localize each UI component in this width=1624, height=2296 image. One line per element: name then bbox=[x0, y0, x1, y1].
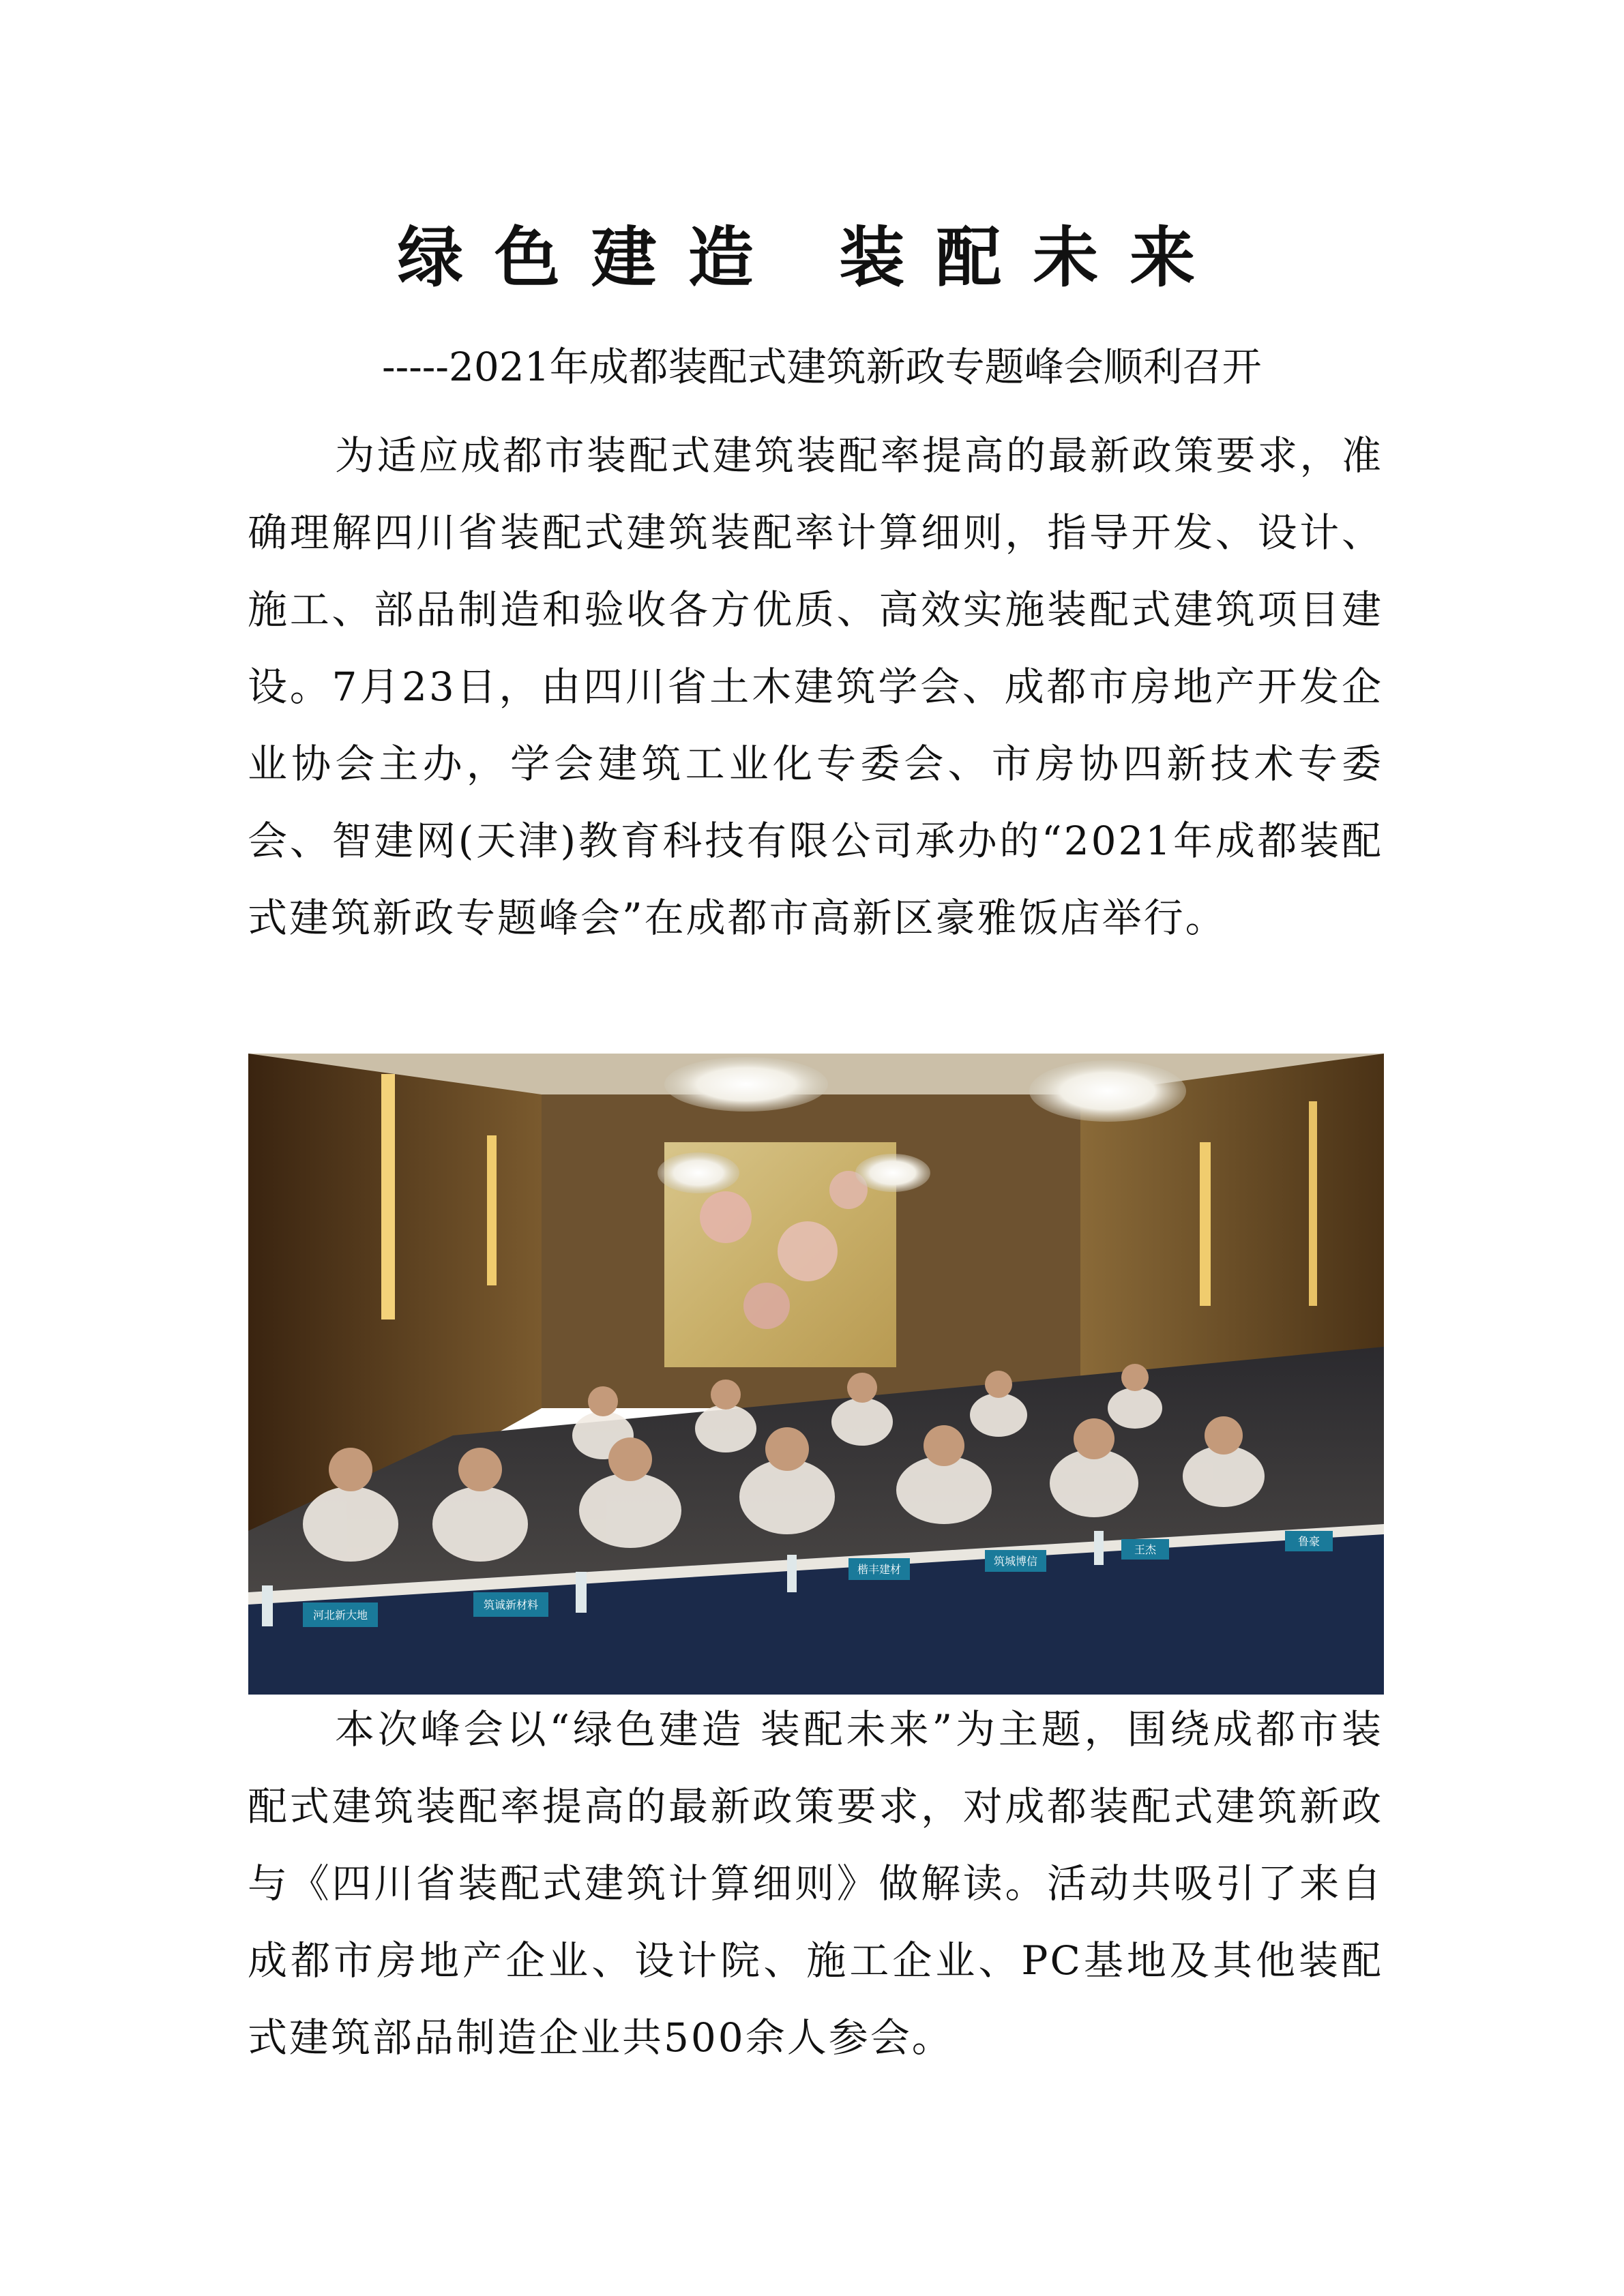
article-title: 绿色建造 装配未来 bbox=[397, 219, 1227, 296]
name-card-2: 筑诚新材料 bbox=[483, 1598, 539, 1611]
name-card-4: 筑城博信 bbox=[993, 1555, 1038, 1568]
name-card-3: 楷丰建材 bbox=[857, 1563, 902, 1576]
article-subtitle: -----2021年成都装配式建筑新政专题峰会顺利召开 bbox=[382, 344, 1262, 390]
name-card-6: 鲁豪 bbox=[1297, 1535, 1320, 1548]
conference-photo bbox=[248, 1054, 1384, 1695]
name-card-1: 河北新大地 bbox=[312, 1609, 368, 1622]
name-card-5: 王杰 bbox=[1134, 1543, 1157, 1556]
article-paragraph-1: 为适应成都市装配式建筑装配率提高的最新政策要求，准确理解四川省装配式建筑装配率计算细则，指导开发、设计、施工、部品制造和验收各方优质、高效实施装配式建筑项目建设。7月23日，由四川省土木建筑学会、成都市房地产开发企业协会主办，学会建筑工业化专委会、市房协四新技术专委会、智建网(天津)教育科技有限公司承办的“2021年成都装配式建筑新政专题峰会”在成都市高新区豪雅饭店举行。 bbox=[248, 432, 1383, 941]
article-paragraph-2: 本次峰会以“绿色建造 装配未来”为主题，围绕成都市装配式建筑装配率提高的最新政策要求，对成都装配式建筑新政与《四川省装配式建筑计算细则》做解读。活动共吸引了来自成都市房地产企业、设计院、施工企业、PC基地及其他装配式建筑部品制造企业共500余人参会。 bbox=[248, 1706, 1383, 2061]
